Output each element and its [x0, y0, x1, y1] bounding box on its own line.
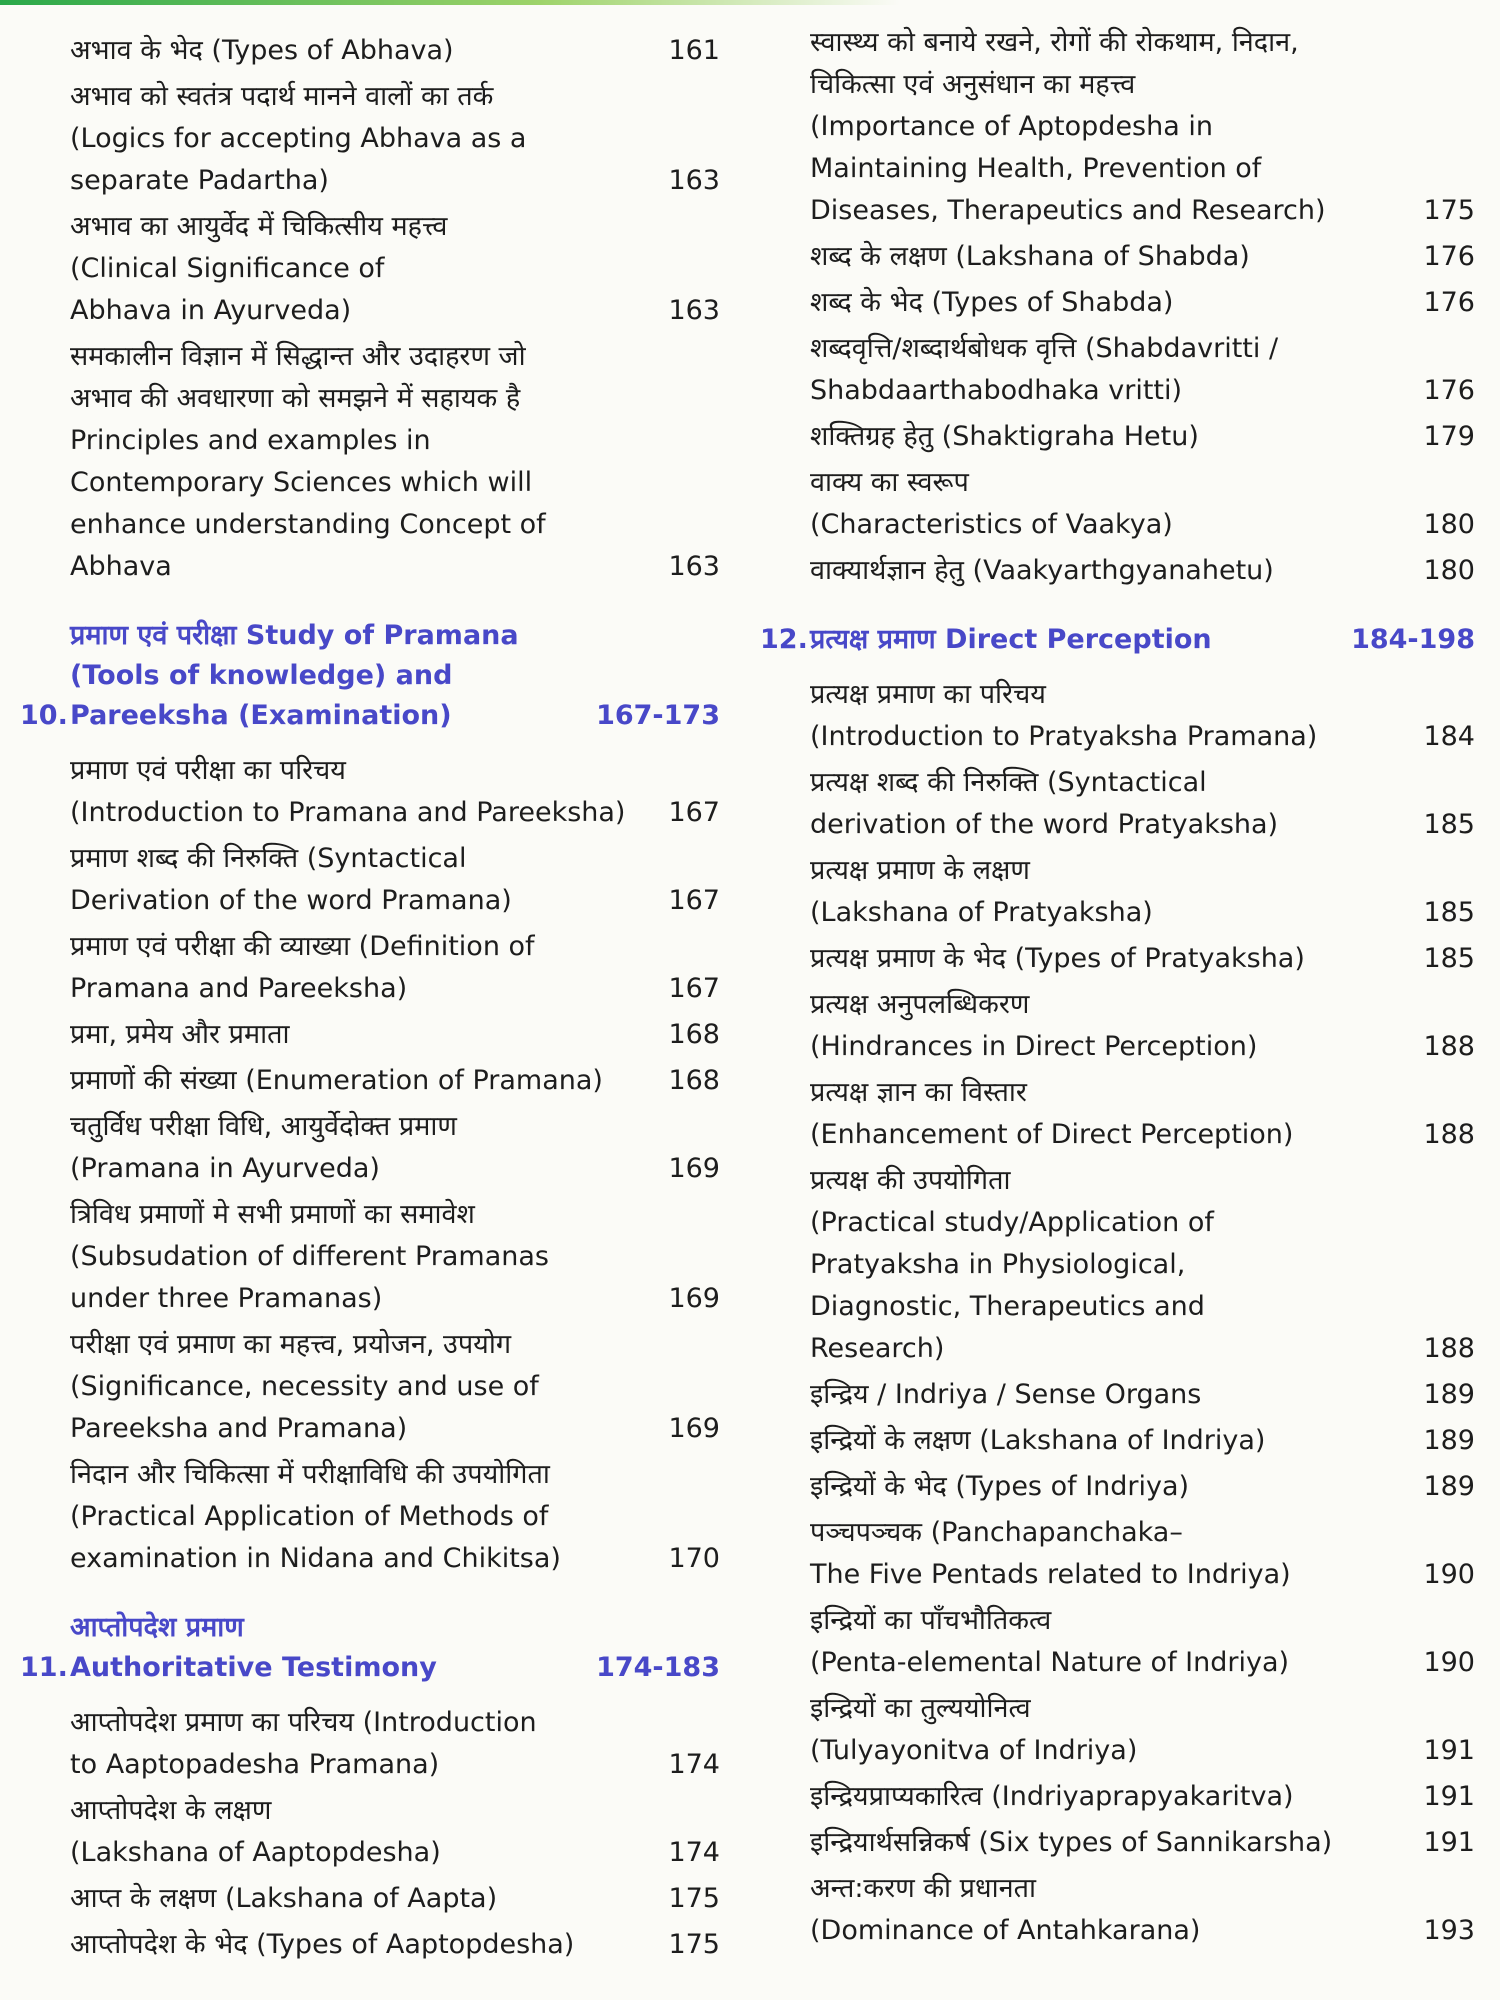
- toc-entry-line: (Practical Application of Methods of: [70, 1501, 549, 1532]
- left-column: [20, 30, 720, 1970]
- toc-entry-line: (Lakshana of Aaptopdesha): [70, 1837, 441, 1868]
- toc-entry: [20, 750, 720, 834]
- toc-entry: [760, 462, 1475, 546]
- toc-entry-line: आप्तोपदेश के भेद (Types of Aaptopdesha): [70, 1929, 575, 1960]
- toc-entry: [20, 1194, 720, 1320]
- toc-entry-title: [760, 236, 1405, 278]
- toc-entry-line: separate Padartha): [70, 165, 329, 196]
- toc-page-number: 188: [1423, 1031, 1475, 1062]
- toc-page-number: 175: [1423, 195, 1475, 226]
- toc-entry-title: [760, 1512, 1405, 1596]
- toc-entry-line: (Introduction to Pramana and Pareeksha): [70, 797, 626, 828]
- toc-entry-line: The Five Pentads related to Indriya): [810, 1559, 1291, 1590]
- toc-page-number: 174: [668, 1749, 720, 1780]
- toc-entry-line: Maintaining Health, Prevention of: [810, 153, 1262, 184]
- chapter-title-line: आप्तोपदेश प्रमाण: [70, 1612, 244, 1643]
- toc-page-number: 167: [668, 797, 720, 828]
- toc-entry-line: (Significance, necessity and use of: [70, 1371, 539, 1402]
- toc-entry-title: [760, 282, 1405, 324]
- toc-page-number: 190: [1423, 1647, 1475, 1678]
- toc-page-number: 185: [1423, 809, 1475, 840]
- toc-page-number: 175: [668, 1929, 720, 1960]
- toc-entry: [20, 1878, 720, 1920]
- toc-entry-title: [760, 1688, 1405, 1772]
- toc-entry-line: (Hindrances in Direct Perception): [810, 1031, 1258, 1062]
- toc-entry-title: [760, 984, 1405, 1068]
- toc-page-number: 169: [668, 1283, 720, 1314]
- toc-entry-title: [20, 76, 650, 202]
- toc-entry-line: आप्तोपदेश के लक्षण: [70, 1795, 272, 1826]
- toc-entry-title: [20, 1878, 650, 1920]
- toc-entry-title: [20, 1924, 650, 1966]
- toc-entry-line: चतुर्विध परीक्षा विधि, आयुर्वेदोक्त प्रमाण: [70, 1111, 457, 1142]
- toc-page-number: 170: [668, 1543, 720, 1574]
- toc-entry: [20, 1060, 720, 1102]
- toc-entry-title: [760, 850, 1405, 934]
- right-column: [760, 22, 1475, 1956]
- toc-entry-line: Diseases, Therapeutics and Research): [810, 195, 1326, 226]
- toc-page-number: 163: [668, 551, 720, 582]
- toc-entry: [20, 1324, 720, 1450]
- toc-entry-title: [760, 1776, 1405, 1818]
- toc-entry-line: आप्तोपदेश प्रमाण का परिचय (Introduction: [70, 1707, 537, 1738]
- toc-entry-line: (Tulyayonitva of Indriya): [810, 1735, 1138, 1766]
- toc-page-number: 175: [668, 1883, 720, 1914]
- toc-entry-line: अभाव को स्वतंत्र पदार्थ मानने वालों का तर्क: [70, 81, 494, 112]
- toc-entry-title: [20, 30, 650, 72]
- toc-entry: [760, 22, 1475, 232]
- toc-page-number: 168: [668, 1065, 720, 1096]
- toc-entry-line: under three Pramanas): [70, 1283, 383, 1314]
- toc-entry-line: समकालीन विज्ञान में सिद्धान्त और उदाहरण जो: [70, 341, 526, 372]
- toc-entry-line: examination in Nidana and Chikitsa): [70, 1543, 561, 1574]
- toc-entry-line: प्रत्यक्ष ज्ञान का विस्तार: [810, 1077, 1027, 1108]
- toc-entry-line: Abhava in Ayurveda): [70, 295, 352, 326]
- toc-entry-title: [20, 1454, 650, 1580]
- toc-entry-title: [760, 674, 1405, 758]
- toc-entry: [760, 1600, 1475, 1684]
- chapter-number: 10.: [20, 700, 68, 731]
- toc-page-number: 174: [668, 1837, 720, 1868]
- toc-entry-line: Pratyaksha in Physiological,: [810, 1249, 1186, 1280]
- toc-entry-line: इन्द्रियप्राप्यकारित्व (Indriyaprapyakaritva): [810, 1781, 1294, 1812]
- toc-page-number: 167: [668, 973, 720, 1004]
- chapter-title-line: प्रत्यक्ष प्रमाण Direct Perception: [810, 624, 1212, 655]
- toc-entry-title: [760, 462, 1405, 546]
- toc-entry-line: चिकित्सा एवं अनुसंधान का महत्त्व: [810, 69, 1136, 100]
- toc-entry-line: त्रिविध प्रमाणों मे सभी प्रमाणों का समावेश: [70, 1199, 475, 1230]
- toc-entry: [20, 1790, 720, 1874]
- toc-entry: [760, 236, 1475, 278]
- toc-entry-title: [760, 762, 1405, 846]
- toc-entry-line: (Practical study/Application of: [810, 1207, 1214, 1238]
- toc-entry-line: पञ्चपञ्चक (Panchapanchaka–: [810, 1517, 1183, 1548]
- toc-entry-line: अभाव का आयुर्वेद में चिकित्सीय महत्त्व: [70, 211, 448, 242]
- chapter-title-line: Authoritative Testimony: [70, 1652, 437, 1683]
- toc-page-number: 193: [1423, 1915, 1475, 1946]
- chapter-number: 12.: [760, 624, 808, 655]
- toc-entry: [20, 1014, 720, 1056]
- toc-entry-line: (Introduction to Pratyaksha Pramana): [810, 721, 1318, 752]
- toc-entry-line: (Dominance of Antahkarana): [810, 1915, 1201, 1946]
- toc-entry-line: Abhava: [70, 551, 172, 582]
- toc-entry-title: [760, 1600, 1405, 1684]
- toc-entry-line: आप्त के लक्षण (Lakshana of Aapta): [70, 1883, 498, 1914]
- toc-entry-line: (Lakshana of Pratyaksha): [810, 897, 1153, 928]
- toc-entry-line: (Enhancement of Direct Perception): [810, 1119, 1294, 1150]
- toc-page-number: 163: [668, 165, 720, 196]
- toc-entry-title: [20, 1014, 650, 1056]
- toc-entry: [760, 416, 1475, 458]
- toc-entry: [20, 1702, 720, 1786]
- toc-entry-line: अभाव की अवधारणा को समझने में सहायक है: [70, 383, 521, 414]
- toc-entry-line: Research): [810, 1333, 945, 1364]
- toc-entry-title: [20, 1060, 650, 1102]
- toc-entry-line: Principles and examples in: [70, 425, 431, 456]
- toc-page-number: 189: [1423, 1471, 1475, 1502]
- toc-page-number: 188: [1423, 1333, 1475, 1364]
- toc-entry-line: इन्द्रियों के लक्षण (Lakshana of Indriya): [810, 1425, 1266, 1456]
- toc-entry: [760, 850, 1475, 934]
- toc-entry-line: शक्तिग्रह हेतु (Shaktigraha Hetu): [810, 421, 1199, 452]
- chapter-heading: [760, 620, 1475, 660]
- toc-entry-line: प्रमाण एवं परीक्षा की व्याख्या (Definition of: [70, 931, 535, 962]
- toc-page-number: 161: [668, 35, 720, 66]
- toc-entry-line: प्रत्यक्ष प्रमाण के लक्षण: [810, 855, 1030, 886]
- toc-entry: [760, 282, 1475, 324]
- toc-entry-title: [20, 1324, 650, 1450]
- toc-entry-line: वाक्य का स्वरूप: [810, 467, 969, 498]
- toc-entry-line: प्रत्यक्ष प्रमाण का परिचय: [810, 679, 1046, 710]
- toc-page-number: 179: [1423, 421, 1475, 452]
- toc-entry-line: प्रमाण एवं परीक्षा का परिचय: [70, 755, 346, 786]
- toc-page-number: 184: [1423, 721, 1475, 752]
- toc-entry: [760, 938, 1475, 980]
- toc-entry-line: (Importance of Aptopdesha in: [810, 111, 1213, 142]
- chapter-title-line: प्रमाण एवं परीक्षा Study of Pramana: [70, 620, 519, 651]
- toc-page-number: 168: [668, 1019, 720, 1050]
- toc-entry-line: शब्द के लक्षण (Lakshana of Shabda): [810, 241, 1250, 272]
- toc-entry-line: अन्त:करण की प्रधानता: [810, 1873, 1036, 1904]
- toc-entry-line: अभाव के भेद (Types of Abhava): [70, 35, 454, 66]
- toc-entry-line: enhance understanding Concept of: [70, 509, 546, 540]
- toc-entry-line: Contemporary Sciences which will: [70, 467, 533, 498]
- chapter-title-line: (Tools of knowledge) and: [70, 660, 453, 691]
- toc-entry: [760, 550, 1475, 592]
- toc-page-number: 176: [1423, 287, 1475, 318]
- toc-page-number: 180: [1423, 509, 1475, 540]
- toc-entry-line: प्रमाण शब्द की निरुक्ति (Syntactical: [70, 843, 467, 874]
- toc-page-number: 191: [1423, 1735, 1475, 1766]
- toc-entry-line: इन्द्रिय / Indriya / Sense Organs: [810, 1379, 1202, 1410]
- toc-entry-line: (Pramana in Ayurveda): [70, 1153, 380, 1184]
- toc-entry: [20, 76, 720, 202]
- toc-entry-line: Diagnostic, Therapeutics and: [810, 1291, 1205, 1322]
- chapter-title: [810, 620, 1351, 660]
- toc-entry-title: [20, 838, 650, 922]
- toc-entry-line: स्वास्थ्य को बनाये रखने, रोगों की रोकथाम, निदान,: [810, 27, 1299, 58]
- toc-entry-line: (Characteristics of Vaakya): [810, 509, 1173, 540]
- toc-entry-title: [760, 1466, 1405, 1508]
- toc-entry-line: निदान और चिकित्सा में परीक्षाविधि की उपयोगिता: [70, 1459, 550, 1490]
- toc-page-number: 163: [668, 295, 720, 326]
- toc-entry-title: [760, 938, 1405, 980]
- toc-entry-title: [760, 1072, 1405, 1156]
- toc-entry-line: प्रमाणों की संख्या (Enumeration of Pramana): [70, 1065, 603, 1096]
- toc-entry-line: इन्द्रियों का तुल्ययोनित्व: [810, 1693, 1031, 1724]
- toc-page-number: 189: [1423, 1379, 1475, 1410]
- toc-entry-line: इन्द्रियों का पाँचभौतिकत्व: [810, 1605, 1052, 1636]
- toc-entry-title: [760, 550, 1405, 592]
- toc-entry-line: (Penta-elemental Nature of Indriya): [810, 1647, 1290, 1678]
- toc-entry-line: परीक्षा एवं प्रमाण का महत्त्व, प्रयोजन, उपयोग: [70, 1329, 512, 1360]
- toc-entry-line: शब्दवृत्ति/शब्दार्थबोधक वृत्ति (Shabdavritti /: [810, 333, 1279, 364]
- toc-page-number: 191: [1423, 1827, 1475, 1858]
- toc-entry-line: Pramana and Pareeksha): [70, 973, 408, 1004]
- toc-entry: [760, 328, 1475, 412]
- toc-entry-title: [760, 328, 1405, 412]
- toc-entry: [20, 1454, 720, 1580]
- toc-entry-line: प्रमा, प्रमेय और प्रमाता: [70, 1019, 290, 1050]
- toc-entry-title: [760, 1160, 1405, 1370]
- toc-entry: [760, 1160, 1475, 1370]
- toc-entry: [760, 1868, 1475, 1952]
- toc-entry-line: प्रत्यक्ष प्रमाण के भेद (Types of Pratyaksha): [810, 943, 1305, 974]
- toc-entry-line: प्रत्यक्ष की उपयोगिता: [810, 1165, 1011, 1196]
- toc-entry-line: शब्द के भेद (Types of Shabda): [810, 287, 1174, 318]
- chapter-title-line: Pareeksha (Examination): [70, 700, 452, 731]
- toc-entry-title: [20, 1194, 650, 1320]
- toc-page-number: 185: [1423, 897, 1475, 928]
- toc-entry: [760, 674, 1475, 758]
- toc-entry: [760, 1512, 1475, 1596]
- toc-page-number: 169: [668, 1413, 720, 1444]
- toc-entry-line: (Logics for accepting Abhava as a: [70, 123, 527, 154]
- toc-entry: [20, 838, 720, 922]
- toc-page-number: 169: [668, 1153, 720, 1184]
- toc-entry-title: [760, 22, 1405, 232]
- chapter-page-range: 174-183: [596, 1652, 720, 1683]
- toc-entry: [20, 1924, 720, 1966]
- toc-entry: [760, 1466, 1475, 1508]
- toc-entry: [760, 1776, 1475, 1818]
- toc-entry: [760, 1072, 1475, 1156]
- chapter-page-range: 167-173: [596, 700, 720, 731]
- toc-entry-title: [20, 336, 650, 588]
- toc-entry: [760, 1374, 1475, 1416]
- toc-entry: [760, 762, 1475, 846]
- toc-entry-title: [760, 416, 1405, 458]
- toc-entry-line: इन्द्रियार्थसन्निकर्ष (Six types of Sannikarsha): [810, 1827, 1333, 1858]
- toc-entry-line: इन्द्रियों के भेद (Types of Indriya): [810, 1471, 1190, 1502]
- toc-entry-title: [760, 1868, 1405, 1952]
- toc-entry-line: प्रत्यक्ष शब्द की निरुक्ति (Syntactical: [810, 767, 1207, 798]
- toc-entry-line: Shabdaarthabodhaka vritti): [810, 375, 1183, 406]
- toc-entry: [20, 336, 720, 588]
- toc-entry: [760, 1688, 1475, 1772]
- chapter-title: [70, 1608, 596, 1688]
- chapter-title: [70, 616, 596, 736]
- toc-entry-line: derivation of the word Pratyaksha): [810, 809, 1279, 840]
- toc-page-number: 176: [1423, 375, 1475, 406]
- toc-entry-title: [20, 1790, 650, 1874]
- chapter-number: 11.: [20, 1652, 68, 1683]
- toc-page-number: 176: [1423, 241, 1475, 272]
- toc-entry-title: [20, 206, 650, 332]
- toc-entry: [20, 1106, 720, 1190]
- toc-page-number: 185: [1423, 943, 1475, 974]
- toc-entry-title: [20, 1702, 650, 1786]
- toc-entry-title: [20, 926, 650, 1010]
- toc-entry: [760, 1420, 1475, 1462]
- toc-entry-title: [20, 1106, 650, 1190]
- toc-entry-line: Derivation of the word Pramana): [70, 885, 512, 916]
- toc-entry-line: (Clinical Significance of: [70, 253, 385, 284]
- toc-entry-title: [20, 750, 650, 834]
- toc-entry: [20, 206, 720, 332]
- toc-entry-line: Pareeksha and Pramana): [70, 1413, 408, 1444]
- toc-page-number: 190: [1423, 1559, 1475, 1590]
- toc-entry: [20, 30, 720, 72]
- chapter-heading: [20, 616, 720, 736]
- toc-page-number: 188: [1423, 1119, 1475, 1150]
- toc-entry: [760, 1822, 1475, 1864]
- toc-page-number: 167: [668, 885, 720, 916]
- toc-page-number: 189: [1423, 1425, 1475, 1456]
- toc-entry-line: प्रत्यक्ष अनुपलब्धिकरण: [810, 989, 1030, 1020]
- toc-entry-line: to Aaptopadesha Pramana): [70, 1749, 440, 1780]
- toc-page-number: 180: [1423, 555, 1475, 586]
- top-color-bar: [0, 0, 900, 5]
- chapter-page-range: 184-198: [1351, 624, 1475, 655]
- toc-entry-title: [760, 1374, 1405, 1416]
- toc-entry-title: [760, 1822, 1405, 1864]
- toc-entry-title: [760, 1420, 1405, 1462]
- toc-entry: [760, 984, 1475, 1068]
- toc-entry: [20, 926, 720, 1010]
- toc-page-number: 191: [1423, 1781, 1475, 1812]
- toc-entry-line: (Subsudation of different Pramanas: [70, 1241, 549, 1272]
- toc-entry-line: वाक्यार्थज्ञान हेतु (Vaakyarthgyanahetu): [810, 555, 1274, 586]
- chapter-heading: [20, 1608, 720, 1688]
